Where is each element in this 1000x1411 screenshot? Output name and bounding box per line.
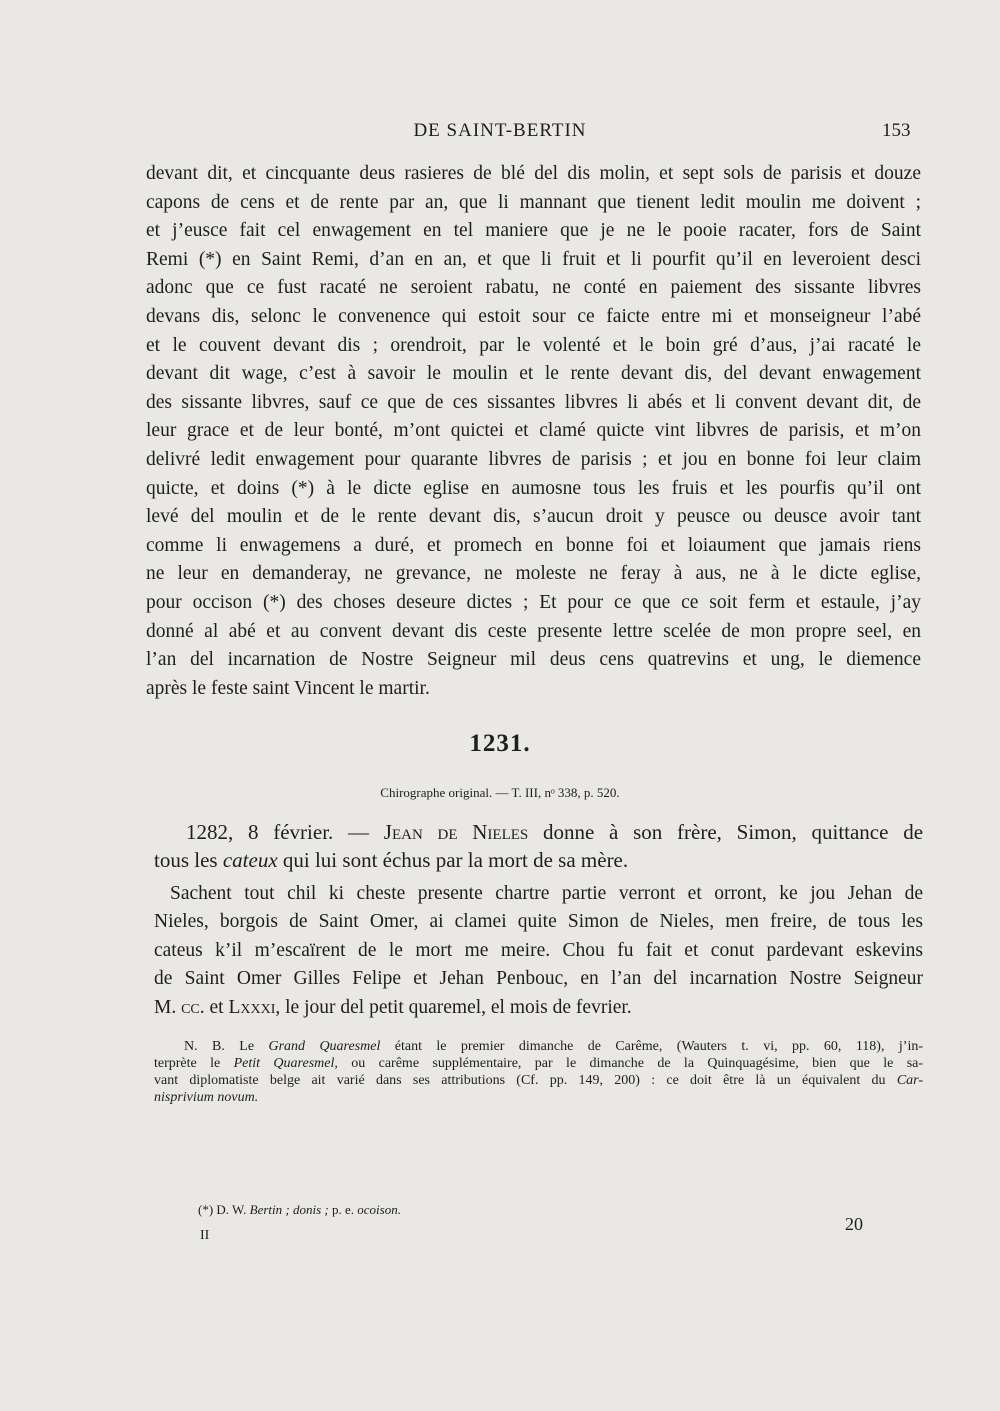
text-line: après le feste saint Vincent le martir. — [146, 677, 430, 699]
charter-line: cateus k’il m’escaïrent de le mort me meire. Chou fu fait et conut pardevant eskevins — [154, 939, 923, 961]
summary-text: donne à son frère, Simon, quittance de — [543, 820, 924, 844]
text-line: Remi (*) en Saint Remi, d’an en an, et que li fruit et li pourfit qu’il en leveroient desci — [146, 248, 921, 270]
summary-text: tous les — [154, 848, 218, 872]
text-line: devant dit wage, c’est à savoir le moulin et le rente devant dis, del devant enwagement — [146, 363, 921, 385]
summary-person-name: Jean de Nieles — [383, 820, 529, 844]
charter-line: Sachent tout chil ki cheste presente chartre partie verront et orront, ke jou Jehan de — [170, 883, 923, 904]
text-line: capons de cens et de rente par an, que li mannant que tienent ledit moulin me doivent ; — [146, 191, 921, 213]
text-line: et le couvent devant dis ; orendroit, par le volenté et le boin gré d’aus, j’ai racaté le — [146, 334, 921, 356]
text-line: et j’eusce fait cel enwagement en tel maniere que je ne le pooie racater, fors de Saint — [146, 220, 921, 242]
text-line: quicte, et doins (*) à le dicte eglise en aumosne tous les fruis et les pourfis qu’il ont — [146, 477, 921, 499]
running-title: DE SAINT-BERTIN — [413, 120, 587, 141]
text-line: l’an del incarnation de Nostre Seigneur mil deus cens quatrevins et ung, le diemence — [146, 649, 921, 671]
summary-date: 1282, 8 février. — — [186, 820, 370, 844]
text-line: levé del moulin et de le rente devant dis, s’aucun droit y peusce ou deusce avoir tant — [146, 506, 921, 528]
text-line: adonc que ce fust racaté ne seroient rabatu, ne conté en paiement des sissante libvres — [146, 277, 921, 299]
text-line: delivré ledit enwagement pour quarante libvres de parisis ; et jou en bonne foi leur claim — [146, 448, 921, 470]
text-line: donné al abé et au convent devant dis ceste presente lettre scelée de mon propre seel, en — [146, 620, 921, 642]
charter-line: Nieles, borgois de Saint Omer, ai clamei quite Simon de Nieles, men freire, de tous les — [154, 911, 923, 933]
text-line: devans dis, selonc le convenence qui estoit sour ce faicte entre mi et monseigneur l’abé — [146, 305, 921, 327]
charter-number: 1231. — [469, 730, 531, 757]
charter-source: Chirographe original. — T. III, nᵒ 338, p. 520. — [380, 785, 620, 800]
text-line: comme li enwagemens a duré, et promech en bonne foi et loiaument que jamais riens — [146, 534, 921, 556]
text-line: des sissante libvres, sauf ce que de ces sissantes libvres li abés et li convent devant dit, de — [146, 391, 921, 413]
text-line: pour occison (*) des choses deseure dictes ; Et pour ce que ce soit ferm et estaule, j’ay — [146, 591, 921, 613]
text-line: devant dit, et cincquante deus rasieres de blé del dis molin, et sept sols de parisis et douze — [146, 163, 921, 184]
text-line: ne leur en demanderay, ne grevance, ne moleste ne feray à aus, ne à le dicte eglise, — [146, 563, 921, 585]
charter-line: de Saint Omer Gilles Felipe et Jehan Penbouc, en l’an del incarnation Nostre Seigneur — [154, 968, 923, 990]
charter-continuation-text — [146, 160, 921, 703]
charter-summary — [154, 818, 923, 874]
text-line: leur grace et de leur bonté, m’ont quictei et clamé quicte vint libvres de parisis, et m’on — [146, 420, 921, 442]
summary-text: qui lui sont échus par la mort de sa mère. — [282, 848, 629, 872]
signature-mark: II — [200, 1228, 210, 1243]
charter-text — [154, 880, 923, 1022]
gathering-number: 20 — [845, 1214, 863, 1234]
charter-line: M. cc. et Lxxxi, le jour del petit quaremel, el mois de fevrier. — [154, 996, 632, 1018]
footnote: (*) D. W. Bertin ; donis ; p. e. ocoison. — [198, 1202, 401, 1217]
editorial-note: N. B. Le Grand Quaresmel étant le premier dimanche de Carême, (Wauters t. vi, pp. 60, 118), j’in- terprète le Petit Quaresmel, ou carême supplémentaire, par le dimanche de la Quinquagésime, bien que le sa- vant diplomatiste belge ait varié dans ses attributions (Cf. pp. 149, 200) : ce doit être là un équivalent du Car- nisprivium novum. — [154, 1039, 924, 1105]
page-number: 153 — [882, 120, 911, 141]
summary-italic-term: cateux — [222, 848, 278, 872]
